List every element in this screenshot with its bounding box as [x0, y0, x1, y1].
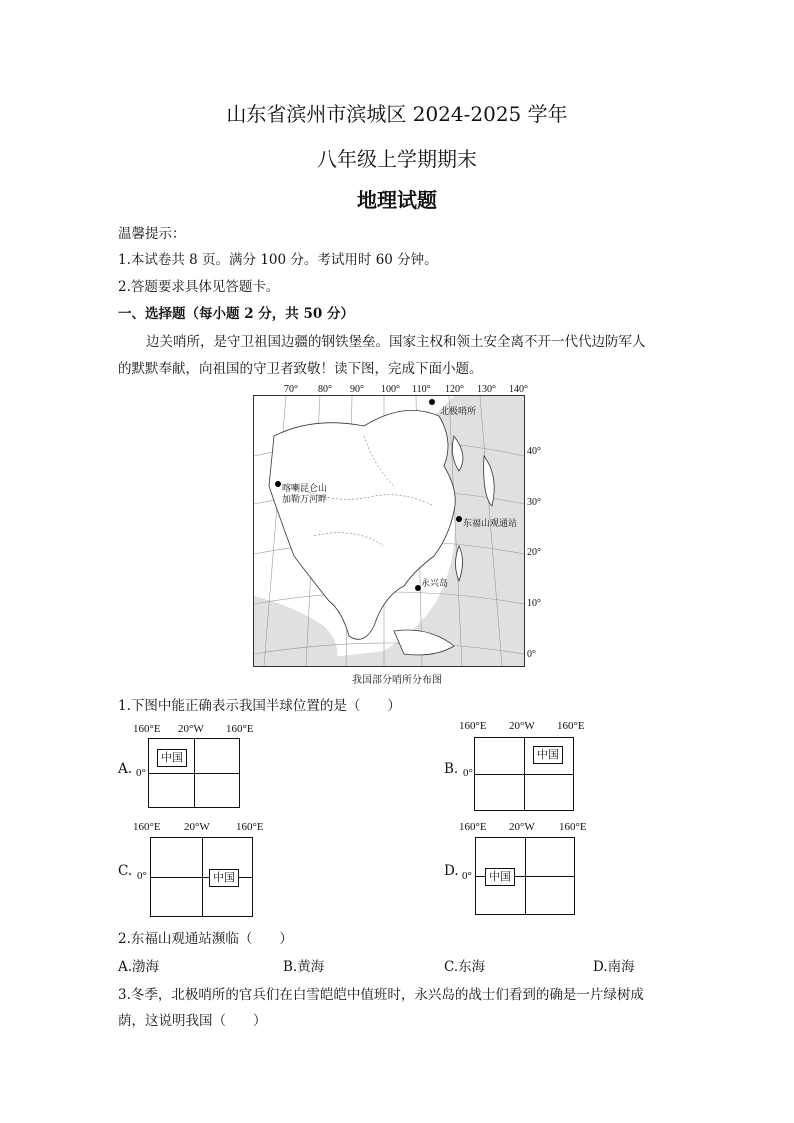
- q1-option-b[interactable]: B.: [444, 761, 459, 777]
- q1c-lon-left: 160°E: [133, 821, 161, 833]
- q2-text: 2.东福山观通站濒临（ ）: [118, 931, 293, 947]
- q1a-china-box: 中国: [157, 749, 187, 767]
- section-heading: 一、选择题（每小题 2 分，共 50 分）: [118, 306, 354, 322]
- q2-option-a[interactable]: A.渤海: [118, 959, 160, 975]
- map-lat-label: 30°: [527, 497, 541, 508]
- q1a-lon-mid: 20°W: [178, 723, 204, 735]
- map-lon-label: 100°: [381, 384, 400, 395]
- q1-text: 1.下图中能正确表示我国半球位置的是（ ）: [118, 698, 401, 714]
- q1-option-a[interactable]: A.: [118, 761, 133, 777]
- map-graphic: [254, 396, 524, 666]
- q1d-grid: [475, 837, 575, 915]
- q1a-equator: 0°: [136, 767, 146, 779]
- q1b-grid: [474, 737, 574, 811]
- q1d-china-box: 中国: [485, 868, 515, 886]
- map-lon-label: 90°: [350, 384, 364, 395]
- q1d-lon-left: 160°E: [459, 821, 487, 833]
- q1-option-c[interactable]: C.: [118, 863, 133, 879]
- place-dongfushan: 东福山观通站: [463, 518, 518, 528]
- notes-line-1: 1.本试卷共 8 页。满分 100 分。考试用时 60 分钟。: [118, 252, 438, 268]
- map-lat-label: 20°: [527, 547, 541, 558]
- map-lon-label: 120°: [445, 384, 464, 395]
- q1b-lon-left: 160°E: [459, 720, 487, 732]
- map-lat-label: 0°: [527, 649, 536, 660]
- map-caption: 我国部分哨所分布图: [352, 675, 442, 686]
- map-lon-label: 80°: [318, 384, 332, 395]
- q1c-grid: [150, 837, 253, 917]
- q1d-lon-mid: 20°W: [509, 821, 535, 833]
- q1-option-d[interactable]: D.: [444, 863, 459, 879]
- q1c-lon-right: 160°E: [236, 821, 264, 833]
- notes-heading: 温馨提示：: [118, 226, 186, 242]
- map-lat-label: 40°: [527, 446, 541, 457]
- q1b-equator: 0°: [463, 767, 473, 779]
- q1d-lon-right: 160°E: [559, 821, 587, 833]
- q1b-lon-right: 160°E: [557, 720, 585, 732]
- sentry-post-map: [253, 395, 525, 667]
- map-lon-label: 110°: [412, 384, 431, 395]
- q3-text-line-2: 荫，这说明我国（ ）: [118, 1013, 267, 1029]
- title-line-1: 山东省滨州市滨城区 2024-2025 学年: [226, 102, 568, 126]
- q1c-equator: 0°: [137, 870, 147, 882]
- map-lat-label: 10°: [527, 598, 541, 609]
- q2-option-b[interactable]: B.黄海: [283, 959, 325, 975]
- q3-text-line-1: 3.冬季，北极哨所的官兵们在白雪皑皑中值班时，永兴岛的战士们看到的确是一片绿树成: [118, 987, 644, 1003]
- q1a-lon-left: 160°E: [133, 723, 161, 735]
- title-line-2: 八年级上学期期末: [317, 147, 477, 171]
- title-line-3: 地理试题: [357, 188, 437, 212]
- intro-line-2: 的默默奉献，向祖国的守卫者致敬！读下图，完成下面小题。: [118, 361, 483, 377]
- q2-option-c[interactable]: C.东海: [444, 959, 486, 975]
- q1c-lon-mid: 20°W: [184, 821, 210, 833]
- post-marker-dongfushan: [456, 516, 462, 522]
- map-lon-label: 140°: [509, 384, 528, 395]
- place-karakoram: 喀喇昆仑山: [282, 483, 328, 493]
- q1c-china-box: 中国: [209, 869, 239, 887]
- intro-line-1: 边关哨所，是守卫祖国边疆的钢铁堡垒。国家主权和领土安全离不开一代代边防军人: [146, 334, 646, 350]
- q1a-lon-right: 160°E: [226, 723, 254, 735]
- place-galwan: 加勒万河畔: [282, 494, 328, 504]
- post-marker-karakoram: [275, 481, 281, 487]
- q1b-china-box: 中国: [533, 746, 563, 764]
- place-yongxing: 永兴岛: [421, 578, 449, 588]
- q1d-equator: 0°: [462, 870, 472, 882]
- notes-line-2: 2.答题要求具体见答题卡。: [118, 279, 280, 295]
- q2-option-d[interactable]: D.南海: [593, 959, 635, 975]
- map-lon-label: 130°: [477, 384, 496, 395]
- place-beiji: 北极哨所: [440, 406, 477, 416]
- q1a-grid: [148, 738, 240, 808]
- map-lon-label: 70°: [284, 384, 298, 395]
- q1b-lon-mid: 20°W: [509, 720, 535, 732]
- post-marker-north: [429, 399, 435, 405]
